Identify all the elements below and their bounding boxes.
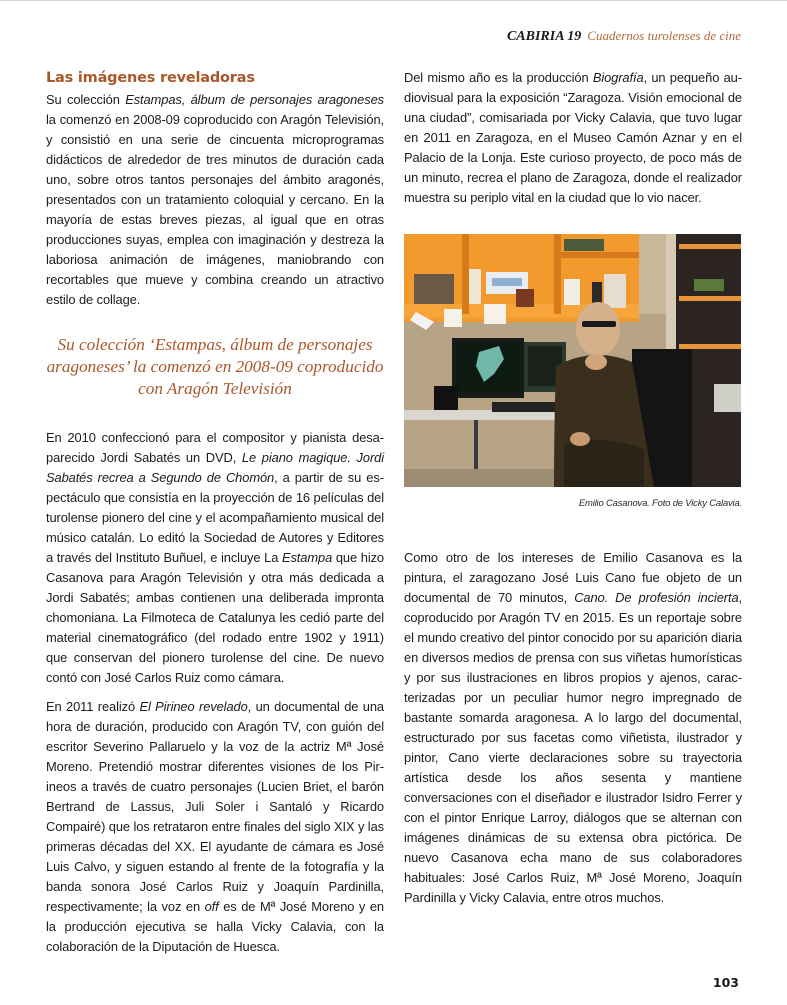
- text-run: , un pequeño audiovisual para la exposición “Zaragoza. Visión emocional de una ciudad”, comisariada por Vicky Calavia, que tuvo lugar en 2011 en Zaragoza, en el Museo Camón Aznar y en el Palacio de la Lonja. Este curioso proyecto, de poco más de un minuto, recrea el plano de Zaragoza, donde el realizador muestra su periplo vital en la ciudad que lo vio nacer.: [404, 70, 742, 205]
- italic-title: Estampas, álbum de personajes aragoneses: [125, 92, 384, 107]
- paragraph-cano: [404, 548, 742, 908]
- italic-title: Le piano magique. Jordi Sabatés recrea a Segundo de Chomón: [46, 450, 384, 485]
- paragraph-estampas: [46, 90, 384, 310]
- text-run: que hizo Casanova para Aragón Televisión y otra más dedicada a Jordi Sabatés; ambas contienen una deliberada impronta chomoniana. La Filmoteca de Catalunya les cedió parte del material cinematográfico (del rodado entre 1902 y 1911) que conservan del pionero turolense del cine. De nuevo contó con José Carlos Ruiz como cámara.: [46, 550, 384, 685]
- text-run: , a partir de su espectáculo que consistía en la proyección de 16 películas del turolense pionero del cine y el acompañamiento musical del músico catalán. Lo editó la Sociedad de Autores y Editores a través del Instituto Buñuel, e incluye La: [46, 470, 384, 565]
- paragraph-pirineo-revelado: [46, 697, 384, 957]
- italic-title: Cano. De profesión incierta: [574, 590, 739, 605]
- section-heading: Las imágenes reveladoras: [46, 70, 255, 86]
- photo-illustration: [404, 234, 741, 487]
- pull-quote: Su colección ‘Estampas, álbum de personajes aragoneses’ la comenzó en 2008-09 coproducido con Aragón Televisión: [46, 335, 384, 398]
- right-column: [404, 68, 742, 908]
- italic-term: off: [204, 899, 219, 914]
- text-run: Del mismo año es la producción: [404, 70, 593, 85]
- text-run: Su colección: [46, 92, 126, 107]
- text-run: Como otro de los intereses de Emilio Casanova es la pintura, el zaragozano José Luis Cano fue objeto de un documental de 70 minutos,: [404, 550, 742, 605]
- paragraph-biografia: [404, 68, 742, 208]
- paragraph-piano-magique: [46, 428, 384, 688]
- left-column: [46, 68, 384, 957]
- text-run: En 2010 confeccionó para el compositor y pianista desaparecido Jordi Sabatés un DVD,: [46, 430, 384, 465]
- text-run: , un documental de una hora de duración, producido con Aragón TV, con guión del escritor Severino Pallaruelo y la voz de la actriz Mª José Moreno. Pretendió mostrar diferentes visiones de los Pirineos a través de cuatro personajes (Lucien Briet, el barón Bertrand de Lassus, Juli Soler i Santaló y Ricardo Compairé) que los retrataron entre finales del siglo XIX y las primeras décadas del XX. El ayudante de cámara es José Luis Calvo, y siguen estando al frente de la fotografía y la banda sonora José Carlos Ruiz y Joaquín Pardinilla, respectivamente; la voz en: [46, 699, 384, 914]
- italic-title: Estampa: [281, 550, 333, 565]
- right-column-lower: [404, 548, 742, 908]
- text-run: En 2011 realizó: [46, 699, 140, 714]
- italic-title: El Pirineo revelado: [139, 699, 248, 714]
- italic-title: Biografía: [592, 70, 644, 85]
- page-number: 103: [712, 975, 739, 990]
- journal-subtitle: Cuadernos turolenses de cine: [587, 28, 741, 43]
- footer: [0, 965, 787, 1005]
- text-run: la comenzó en 2008-09 coproducido con Aragón Televisión, y consistió en una serie de cincuenta microprogramas didácticos de alrededor de tres minutos de duración cada uno, sobre otros tantos personajes del ámbito aragonés, presentados con un tratamiento coloquial y cercano. En la mayoría de estas breves piezas, al igual que en otras producciones suyas, emplea con imaginación y destreza la laboriosa animación de imágenes, maniobrando con recortables que mueve y combina creando un atractivo estilo de collage.: [46, 112, 384, 307]
- text-run: , coproducido por Aragón TV en 2015. Es un reportaje sobre el mundo creativo del pintor conocido por su aparición diaria en diversos medios de prensa con sus viñetas humorísticas y por sus ilustraciones en libros propios y ajenos, caracterizadas por un peculiar humor negro impregnado de bastante somarda aragonesa. A lo largo del documental, estructurado por sus facetas como viñetista, ilustrador y pintor, Cano vierte declaraciones sobre su trayectoria artística desde los años sesenta y mantiene conversaciones con el diseñador e ilustrador Isidro Ferrer y con el pintor Enrique Larroy, diálogos que se alternan con imágenes dinámicas de su extensa obra pictórica. De nuevo Casanova echa mano de sus colaboradores habituales: José Carlos Ruiz, Mª José Moreno, Joaquín Pardinilla y Vicky Calavia, entre otros muchos.: [404, 590, 742, 905]
- journal-title: CABIRIA 19: [506, 29, 582, 44]
- photo-caption: Emilio Casanova. Foto de Vicky Calavia.: [578, 498, 742, 509]
- text-run: es de Mª José Moreno y en la producción ejecutiva se halla Vicky Calavia, con la colaboración de la Diputación de Huesca.: [46, 899, 384, 954]
- photo-emilio-casanova: [404, 234, 741, 487]
